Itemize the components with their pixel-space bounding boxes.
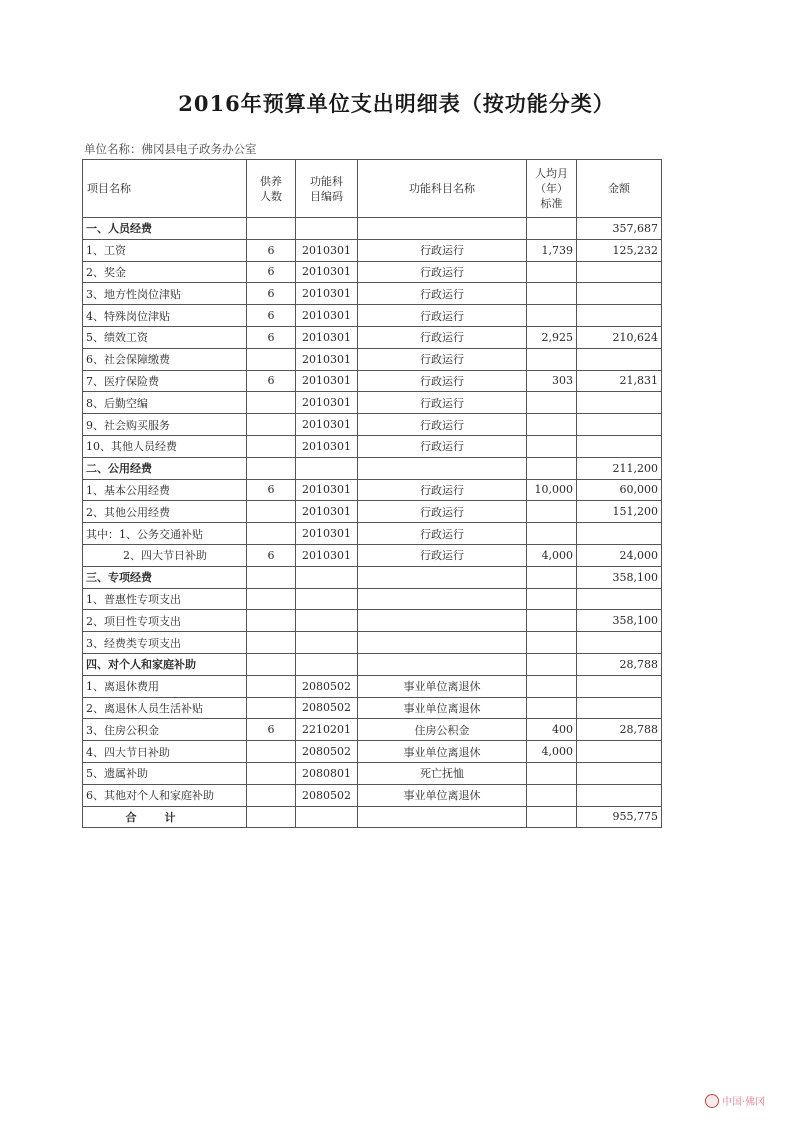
cell-code: 2010301 xyxy=(296,414,358,436)
cell-per-capita xyxy=(527,457,577,479)
cell-code: 2010301 xyxy=(296,523,358,545)
cell-func-name xyxy=(358,806,527,828)
cell-per-capita xyxy=(527,632,577,654)
cell-people xyxy=(247,523,296,545)
cell-name: 4、特殊岗位津贴 xyxy=(83,305,247,327)
cell-name: 5、绩效工资 xyxy=(83,326,247,348)
cell-name: 7、医疗保险费 xyxy=(83,370,247,392)
cell-amount xyxy=(577,283,662,305)
cell-code xyxy=(296,457,358,479)
cell-code: 2010301 xyxy=(296,544,358,566)
cell-people: 6 xyxy=(247,719,296,741)
table-row xyxy=(83,523,662,545)
cell-func-name: 行政运行 xyxy=(358,501,527,523)
header-people: 供养 人数 xyxy=(247,160,296,218)
table-row xyxy=(83,261,662,283)
cell-name: 三、专项经费 xyxy=(83,566,247,588)
table-row xyxy=(83,784,662,806)
cell-per-capita xyxy=(527,610,577,632)
header-per-capita: 人均月 （年） 标准 xyxy=(527,160,577,218)
cell-func-name xyxy=(358,653,527,675)
table-row xyxy=(83,697,662,719)
cell-code: 2080502 xyxy=(296,741,358,763)
cell-per-capita xyxy=(527,697,577,719)
cell-per-capita xyxy=(527,435,577,457)
cell-per-capita xyxy=(527,283,577,305)
cell-name: 9、社会购买服务 xyxy=(83,414,247,436)
cell-amount: 28,788 xyxy=(577,719,662,741)
cell-amount: 358,100 xyxy=(577,566,662,588)
cell-code: 2010301 xyxy=(296,348,358,370)
table-row xyxy=(83,435,662,457)
unit-name-label: 单位名称：佛冈县电子政务办公室 xyxy=(84,142,257,156)
cell-amount: 357,687 xyxy=(577,218,662,240)
table-row xyxy=(83,588,662,610)
cell-func-name xyxy=(358,632,527,654)
table-row xyxy=(83,370,662,392)
footer-logo-text: 中国·佛冈 xyxy=(722,1097,766,1108)
table-row xyxy=(83,762,662,784)
cell-amount: 125,232 xyxy=(577,239,662,261)
cell-amount xyxy=(577,435,662,457)
cell-per-capita xyxy=(527,653,577,675)
cell-code xyxy=(296,218,358,240)
cell-code: 2010301 xyxy=(296,326,358,348)
cell-func-name: 行政运行 xyxy=(358,305,527,327)
cell-func-name xyxy=(358,457,527,479)
cell-per-capita xyxy=(527,218,577,240)
cell-people xyxy=(247,218,296,240)
table-row xyxy=(83,806,662,828)
cell-people: 6 xyxy=(247,544,296,566)
cell-name: 1、普惠性专项支出 xyxy=(83,588,247,610)
cell-per-capita: 10,000 xyxy=(527,479,577,501)
cell-per-capita xyxy=(527,392,577,414)
cell-people xyxy=(247,741,296,763)
cell-per-capita xyxy=(527,806,577,828)
table-row xyxy=(83,414,662,436)
cell-people xyxy=(247,435,296,457)
cell-code: 2010301 xyxy=(296,239,358,261)
cell-code: 2010301 xyxy=(296,370,358,392)
table-row xyxy=(83,392,662,414)
cell-amount: 24,000 xyxy=(577,544,662,566)
cell-people xyxy=(247,414,296,436)
cell-per-capita xyxy=(527,675,577,697)
cell-per-capita xyxy=(527,784,577,806)
budget-table xyxy=(82,159,662,828)
header-amount: 金额 xyxy=(577,160,662,218)
cell-func-name: 事业单位离退休 xyxy=(358,697,527,719)
cell-per-capita xyxy=(527,523,577,545)
cell-func-name: 死亡抚恤 xyxy=(358,762,527,784)
cell-func-name: 行政运行 xyxy=(358,523,527,545)
cell-per-capita: 2,925 xyxy=(527,326,577,348)
cell-code: 2010301 xyxy=(296,479,358,501)
header-code: 功能科 目编码 xyxy=(296,160,358,218)
cell-func-name xyxy=(358,610,527,632)
cell-per-capita: 303 xyxy=(527,370,577,392)
cell-people xyxy=(247,457,296,479)
cell-people: 6 xyxy=(247,283,296,305)
cell-func-name: 事业单位离退休 xyxy=(358,784,527,806)
seal-icon xyxy=(705,1094,719,1108)
cell-per-capita xyxy=(527,588,577,610)
table-row xyxy=(83,283,662,305)
cell-people: 6 xyxy=(247,305,296,327)
cell-people: 6 xyxy=(247,261,296,283)
cell-name: 1、基本公用经费 xyxy=(83,479,247,501)
cell-code: 2010301 xyxy=(296,435,358,457)
cell-name: 10、其他人员经费 xyxy=(83,435,247,457)
header-name: 项目名称 xyxy=(83,160,247,218)
cell-people xyxy=(247,588,296,610)
cell-code: 2010301 xyxy=(296,392,358,414)
table-row xyxy=(83,239,662,261)
cell-people: 6 xyxy=(247,239,296,261)
cell-amount xyxy=(577,348,662,370)
cell-amount: 151,200 xyxy=(577,501,662,523)
cell-amount xyxy=(577,762,662,784)
cell-people xyxy=(247,501,296,523)
cell-amount xyxy=(577,588,662,610)
cell-people xyxy=(247,348,296,370)
cell-code: 2210201 xyxy=(296,719,358,741)
cell-name: 6、其他对个人和家庭补助 xyxy=(83,784,247,806)
cell-name: 5、遗属补助 xyxy=(83,762,247,784)
cell-amount xyxy=(577,261,662,283)
cell-code: 2010301 xyxy=(296,283,358,305)
footer-logo xyxy=(705,1093,765,1108)
cell-func-name xyxy=(358,218,527,240)
cell-per-capita xyxy=(527,305,577,327)
cell-func-name xyxy=(358,588,527,610)
cell-people: 6 xyxy=(247,326,296,348)
cell-func-name: 住房公积金 xyxy=(358,719,527,741)
cell-amount xyxy=(577,784,662,806)
cell-func-name: 事业单位离退休 xyxy=(358,675,527,697)
cell-code xyxy=(296,566,358,588)
table-row xyxy=(83,566,662,588)
cell-code xyxy=(296,653,358,675)
cell-per-capita xyxy=(527,566,577,588)
table-row xyxy=(83,544,662,566)
cell-people xyxy=(247,675,296,697)
cell-func-name: 行政运行 xyxy=(358,348,527,370)
cell-name: 2、四大节日补助 xyxy=(83,544,247,566)
cell-func-name: 行政运行 xyxy=(358,370,527,392)
cell-people xyxy=(247,806,296,828)
cell-per-capita xyxy=(527,762,577,784)
cell-name: 2、其他公用经费 xyxy=(83,501,247,523)
cell-amount xyxy=(577,523,662,545)
cell-func-name: 行政运行 xyxy=(358,435,527,457)
cell-name: 一、人员经费 xyxy=(83,218,247,240)
cell-per-capita xyxy=(527,261,577,283)
cell-people xyxy=(247,610,296,632)
cell-code xyxy=(296,588,358,610)
cell-per-capita xyxy=(527,501,577,523)
header-func-name: 功能科目名称 xyxy=(358,160,527,218)
cell-name: 3、地方性岗位津贴 xyxy=(83,283,247,305)
cell-people xyxy=(247,653,296,675)
cell-name: 6、社会保障缴费 xyxy=(83,348,247,370)
cell-name: 1、工资 xyxy=(83,239,247,261)
cell-func-name: 行政运行 xyxy=(358,326,527,348)
table-row xyxy=(83,501,662,523)
cell-amount xyxy=(577,414,662,436)
cell-people xyxy=(247,632,296,654)
cell-code xyxy=(296,806,358,828)
cell-code: 2080801 xyxy=(296,762,358,784)
cell-name: 2、离退休人员生活补贴 xyxy=(83,697,247,719)
cell-code xyxy=(296,610,358,632)
cell-func-name: 行政运行 xyxy=(358,392,527,414)
cell-func-name: 行政运行 xyxy=(358,544,527,566)
cell-name: 3、经费类专项支出 xyxy=(83,632,247,654)
table-row xyxy=(83,479,662,501)
table-row xyxy=(83,653,662,675)
cell-amount: 358,100 xyxy=(577,610,662,632)
cell-amount xyxy=(577,697,662,719)
cell-func-name: 行政运行 xyxy=(358,283,527,305)
cell-name: 合计 xyxy=(83,806,247,828)
cell-amount xyxy=(577,632,662,654)
cell-amount: 21,831 xyxy=(577,370,662,392)
table-row xyxy=(83,457,662,479)
cell-people xyxy=(247,392,296,414)
table-row xyxy=(83,719,662,741)
cell-name: 1、离退休费用 xyxy=(83,675,247,697)
cell-name: 二、公用经费 xyxy=(83,457,247,479)
cell-func-name xyxy=(358,566,527,588)
cell-per-capita: 4,000 xyxy=(527,544,577,566)
table-row xyxy=(83,326,662,348)
cell-code: 2080502 xyxy=(296,675,358,697)
cell-amount: 955,775 xyxy=(577,806,662,828)
cell-name: 3、住房公积金 xyxy=(83,719,247,741)
cell-name: 4、四大节日补助 xyxy=(83,741,247,763)
cell-per-capita xyxy=(527,414,577,436)
cell-people xyxy=(247,762,296,784)
cell-amount xyxy=(577,675,662,697)
cell-code: 2080502 xyxy=(296,784,358,806)
cell-people: 6 xyxy=(247,370,296,392)
cell-func-name: 行政运行 xyxy=(358,261,527,283)
cell-per-capita: 400 xyxy=(527,719,577,741)
page-title: 2016年预算单位支出明细表（按功能分类） xyxy=(178,91,615,116)
cell-people xyxy=(247,784,296,806)
cell-code: 2010301 xyxy=(296,261,358,283)
table-row xyxy=(83,218,662,240)
cell-per-capita xyxy=(527,348,577,370)
cell-people xyxy=(247,697,296,719)
cell-amount: 60,000 xyxy=(577,479,662,501)
table-row xyxy=(83,632,662,654)
cell-func-name: 行政运行 xyxy=(358,239,527,261)
table-row xyxy=(83,610,662,632)
cell-amount: 210,624 xyxy=(577,326,662,348)
table-header-row xyxy=(83,160,662,218)
cell-name: 其中：1、公务交通补贴 xyxy=(83,523,247,545)
cell-code: 2010301 xyxy=(296,305,358,327)
cell-code: 2010301 xyxy=(296,501,358,523)
cell-per-capita: 4,000 xyxy=(527,741,577,763)
cell-code xyxy=(296,632,358,654)
cell-amount xyxy=(577,305,662,327)
cell-func-name: 事业单位离退休 xyxy=(358,741,527,763)
cell-amount xyxy=(577,741,662,763)
cell-per-capita: 1,739 xyxy=(527,239,577,261)
cell-func-name: 行政运行 xyxy=(358,479,527,501)
cell-amount xyxy=(577,392,662,414)
table-row xyxy=(83,348,662,370)
cell-people xyxy=(247,566,296,588)
cell-func-name: 行政运行 xyxy=(358,414,527,436)
cell-amount: 211,200 xyxy=(577,457,662,479)
table-row xyxy=(83,741,662,763)
cell-name: 2、奖金 xyxy=(83,261,247,283)
cell-amount: 28,788 xyxy=(577,653,662,675)
table-row xyxy=(83,675,662,697)
cell-code: 2080502 xyxy=(296,697,358,719)
cell-people: 6 xyxy=(247,479,296,501)
table-body xyxy=(83,218,662,828)
cell-name: 四、对个人和家庭补助 xyxy=(83,653,247,675)
cell-name: 8、后勤空编 xyxy=(83,392,247,414)
table-row xyxy=(83,305,662,327)
cell-name: 2、项目性专项支出 xyxy=(83,610,247,632)
